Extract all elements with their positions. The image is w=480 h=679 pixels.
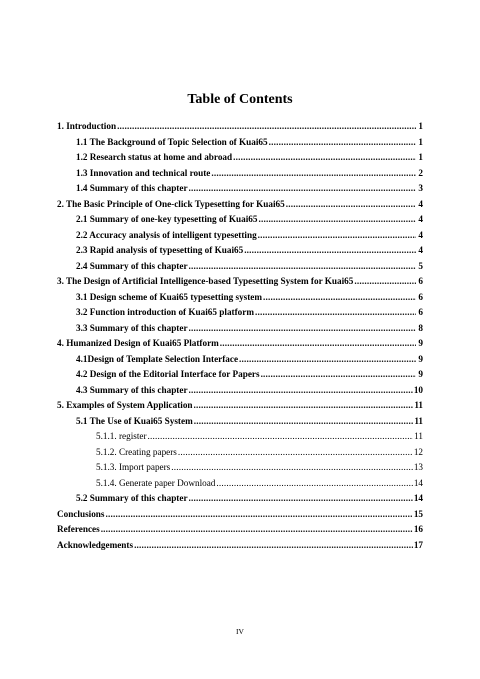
toc-leader-dots: [255, 306, 416, 318]
toc-entry[interactable]: [57, 539, 423, 551]
toc-entry-page: 4: [418, 245, 423, 255]
toc-leader-dots: [220, 337, 416, 349]
toc-entry-label: Acknowledgements: [57, 539, 134, 550]
toc-leader-dots: [211, 167, 416, 179]
toc-entry-label: 5. Examples of System Application: [57, 400, 193, 410]
toc-entry-label: 2. The Basic Principle of One-click Typesetting for Kuai65: [57, 198, 285, 209]
toc-leader-dots: [148, 430, 414, 442]
toc-entry-page: 6: [418, 307, 423, 317]
toc-leader-dots: [117, 120, 416, 132]
toc-leader-dots: [189, 322, 416, 334]
toc-entry-page: 8: [418, 322, 423, 333]
toc-entry-label: 4.2 Design of the Editorial Interface for Papers: [76, 369, 260, 379]
toc-entry-label: 5.1 The Use of Kuai65 System: [76, 415, 193, 426]
toc-entry[interactable]: [76, 136, 423, 148]
toc-leader-dots: [263, 291, 416, 303]
toc-leader-dots: [194, 399, 414, 411]
toc-entry[interactable]: [76, 415, 423, 427]
toc-entry-label: 2.4 Summary of this chapter: [76, 260, 188, 271]
toc-entry-page: 4: [418, 214, 423, 224]
toc-entry[interactable]: [57, 120, 423, 132]
toc-entry-label: 3. The Design of Artificial Intelligence-based Typesetting System for Kuai65: [57, 276, 354, 286]
toc-leader-dots: [194, 415, 414, 427]
toc-entry-page: 14: [413, 493, 423, 503]
toc-entry-label: 1. Introduction: [57, 121, 117, 131]
toc-entry-page: 15: [413, 508, 423, 519]
toc-leader-dots: [239, 353, 416, 365]
toc-entry[interactable]: [57, 399, 423, 411]
toc-entry[interactable]: [76, 368, 423, 380]
toc-leader-dots: [189, 260, 416, 272]
toc-entry-label: 5.1.3. Import papers: [96, 462, 171, 472]
toc-entry-label: 2.3 Rapid analysis of typesetting of Kuai65: [76, 245, 244, 255]
toc-entry-page: 16: [413, 524, 423, 534]
toc-entry-page: 6: [418, 276, 423, 286]
toc-entry[interactable]: [76, 229, 423, 241]
toc-leader-dots: [189, 182, 416, 194]
toc-leader-dots: [178, 446, 413, 458]
toc-entry-page: 6: [418, 291, 423, 302]
toc-entry-page: 1: [418, 136, 423, 147]
toc-entry-page: 3: [418, 183, 423, 193]
toc-entry-label: 4.1Design of Template Selection Interface: [76, 353, 239, 364]
page-title: Table of Contents: [187, 92, 293, 107]
toc-leader-dots: [258, 229, 416, 241]
toc-entry[interactable]: [76, 167, 423, 179]
toc-entry[interactable]: [57, 508, 423, 520]
toc-entry[interactable]: [57, 198, 423, 210]
toc-entry[interactable]: [76, 213, 423, 225]
toc-entry[interactable]: [76, 291, 423, 303]
toc-entry-page: 13: [413, 462, 423, 472]
toc-entry-page: 9: [418, 369, 423, 379]
toc-entry[interactable]: [76, 244, 423, 256]
toc-entry-label: 5.1.4. Generate paper Download: [96, 477, 216, 488]
toc-entry-page: 11: [414, 400, 423, 410]
toc-leader-dots: [216, 477, 412, 489]
toc-entry-page: 1: [418, 152, 423, 162]
toc-entry[interactable]: [96, 430, 423, 442]
toc-entry-label: 3.3 Summary of this chapter: [76, 322, 188, 333]
toc-leader-dots: [106, 508, 413, 520]
toc-entry-page: 10: [413, 384, 423, 395]
toc-entry-label: References: [57, 524, 100, 534]
toc-entry-page: 9: [418, 353, 423, 364]
toc-leader-dots: [244, 244, 416, 256]
toc-entry-label: 1.3 Innovation and technical route: [76, 167, 211, 178]
toc-leader-dots: [258, 213, 416, 225]
toc-leader-dots: [189, 492, 413, 504]
toc-entry-page: 14: [413, 477, 423, 488]
toc-entry-label: Conclusions: [57, 508, 105, 519]
toc-leader-dots: [189, 384, 413, 396]
toc-entry-label: 4.3 Summary of this chapter: [76, 384, 188, 395]
toc-entry[interactable]: [57, 275, 423, 287]
toc-entry[interactable]: [76, 306, 423, 318]
toc-entry-label: 3.2 Function introduction of Kuai65 platform: [76, 307, 254, 317]
toc-entry-page: 17: [413, 539, 423, 550]
toc-leader-dots: [286, 198, 416, 210]
toc-leader-dots: [354, 275, 416, 287]
toc-entry-label: 5.2 Summary of this chapter: [76, 493, 188, 503]
toc-entry-label: 1.4 Summary of this chapter: [76, 183, 188, 193]
toc-entry-label: 1.1 The Background of Topic Selection of Kuai65: [76, 136, 268, 147]
toc-entry[interactable]: [76, 384, 423, 396]
toc-entry-page: 4: [418, 198, 423, 209]
page-number: IV: [236, 627, 244, 636]
toc-entry[interactable]: [96, 461, 423, 473]
toc-leader-dots: [269, 136, 416, 148]
toc-entry-page: 11: [414, 415, 423, 426]
toc-entry[interactable]: [57, 337, 423, 349]
toc-entry-page: 11: [414, 431, 423, 441]
toc-entry[interactable]: [76, 151, 423, 163]
toc-entry-page: 9: [418, 338, 423, 348]
toc-entry[interactable]: [76, 260, 423, 272]
toc-entry[interactable]: [76, 353, 423, 365]
toc-entry-label: 4. Humanized Design of Kuai65 Platform: [57, 338, 219, 348]
toc-leader-dots: [233, 151, 416, 163]
toc-entry-label: 1.2 Research status at home and abroad: [76, 152, 233, 162]
toc-entry-label: 5.1.1. register: [96, 431, 147, 441]
toc-entry-label: 3.1 Design scheme of Kuai65 typesetting system: [76, 291, 263, 302]
toc-entry-page: 5: [418, 260, 423, 271]
toc-entry[interactable]: [76, 492, 423, 504]
toc-entry[interactable]: [96, 446, 423, 458]
toc-entry[interactable]: [96, 477, 423, 489]
toc-entry-page: 12: [413, 446, 423, 457]
toc-entry-page: 4: [418, 229, 423, 240]
toc-entry[interactable]: [76, 182, 423, 194]
toc-leader-dots: [171, 461, 413, 473]
toc-leader-dots: [261, 368, 416, 380]
toc-entry[interactable]: [57, 523, 423, 535]
toc-leader-dots: [134, 539, 413, 551]
toc-entry-page: 1: [418, 121, 423, 131]
toc-entry-label: 2.2 Accuracy analysis of intelligent typesetting: [76, 229, 257, 240]
toc-entry-label: 2.1 Summary of one-key typesetting of Kuai65: [76, 214, 258, 224]
toc-entry-label: 5.1.2. Creating papers: [96, 446, 177, 457]
toc-leader-dots: [101, 523, 413, 535]
toc-entry[interactable]: [76, 322, 423, 334]
toc-entry-page: 2: [418, 167, 423, 178]
